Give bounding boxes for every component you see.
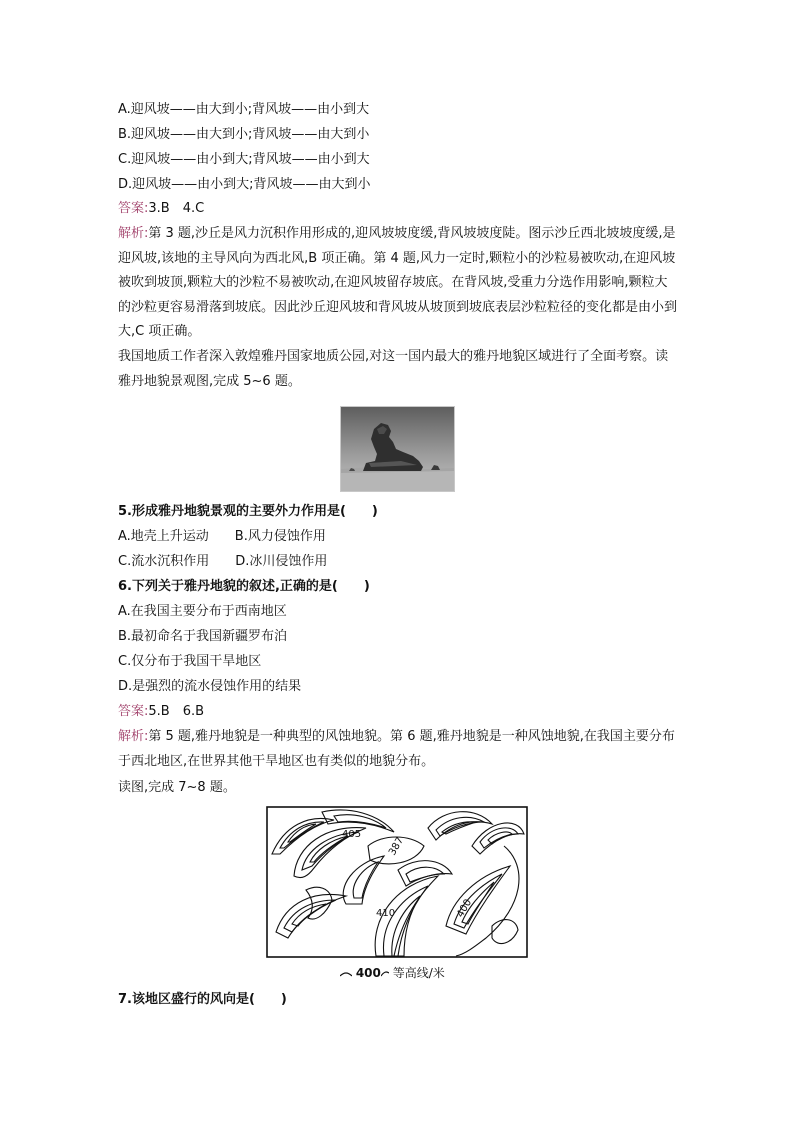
option-4d: D.迎风坡——由小到大;背风坡——由大到小 (118, 177, 371, 192)
option-6a: A.在我国主要分布于西南地区 (118, 604, 287, 619)
question-5-options-ab: A.地壳上升运动 B.风力侵蚀作用 (118, 529, 326, 544)
question-7-stem: 7.该地区盛行的风向是( ) (118, 992, 287, 1007)
answer-label: 答案: (118, 201, 149, 216)
question-6-stem: 6.下列关于雅丹地貌的叙述,正确的是( ) (118, 579, 370, 594)
analysis-5-6 (118, 725, 678, 774)
legend-contour-symbol-end (381, 966, 389, 980)
analysis-label: 解析: (118, 729, 149, 744)
contour-map (266, 806, 528, 958)
answer-label: 答案: (118, 704, 149, 719)
answer-text: 5.B 6.B (148, 704, 205, 719)
question-5-options-cd: C.流水沉积作用 D.冰川侵蚀作用 (118, 554, 328, 569)
contour-label-387: 387 (387, 835, 407, 858)
question-5-stem: 5.形成雅丹地貌景观的主要外力作用是( ) (118, 504, 378, 519)
answer-3-4 (118, 200, 678, 218)
legend-text: 等高线/米 (392, 966, 445, 980)
intro-5-6: 我国地质工作者深入敦煌雅丹国家地质公园,对这一国内最大的雅丹地貌区域进行了全面考察。读雅丹地貌景观图,完成 5~6 题。 (118, 349, 669, 389)
analysis-text: 第 5 题,雅丹地貌是一种典型的风蚀地貌。第 6 题,雅丹地貌是一种风蚀地貌,在我国主要分布于西北地区,在世界其他干旱地区也有类似的地貌分布。 (118, 729, 675, 769)
analysis-label: 解析: (118, 226, 149, 241)
contour-label-410: 410 (376, 908, 396, 919)
answer-text: 3.B 4.C (148, 201, 205, 216)
contour-label-405: 405 (342, 829, 362, 840)
option-6d: D.是强烈的流水侵蚀作用的结果 (118, 679, 302, 694)
option-6c: C.仅分布于我国干旱地区 (118, 654, 262, 669)
answer-5-6 (118, 703, 678, 721)
intro-7-8: 读图,完成 7~8 题。 (118, 780, 236, 795)
option-4a: A.迎风坡——由大到小;背风坡——由小到大 (118, 102, 370, 117)
option-4b: B.迎风坡——由大到小;背风坡——由大到小 (118, 127, 370, 142)
analysis-text: 第 3 题,沙丘是风力沉积作用形成的,迎风坡坡度缓,背风坡坡度陡。图示沙丘西北坡坡度缓,是迎风坡,该地的主导风向为西北风,B 项正确。第 4 题,风力一定时,颗粒小的沙粒易被吹动,在迎风坡被吹到坡顶,颗粒大的沙粒不易被吹动,在迎风坡留存坡底。在背风坡,受重力分选作用影响,颗粒大的沙粒更容易滑落到坡底。因此沙丘迎风坡和背风坡从坡顶到坡底表层沙粒粒径的变化都是由小到大,C 项正确。 (118, 226, 678, 339)
contour-label-400: 400 (455, 897, 475, 920)
legend-value: 400 (355, 966, 381, 980)
yardang-landform-photo (340, 406, 455, 492)
option-6b: B.最初命名于我国新疆罗布泊 (118, 629, 288, 644)
legend-contour-symbol (340, 966, 356, 980)
analysis-3-4 (118, 222, 678, 345)
option-4c: C.迎风坡——由小到大;背风坡——由小到大 (118, 152, 370, 167)
map-legend (340, 965, 445, 981)
